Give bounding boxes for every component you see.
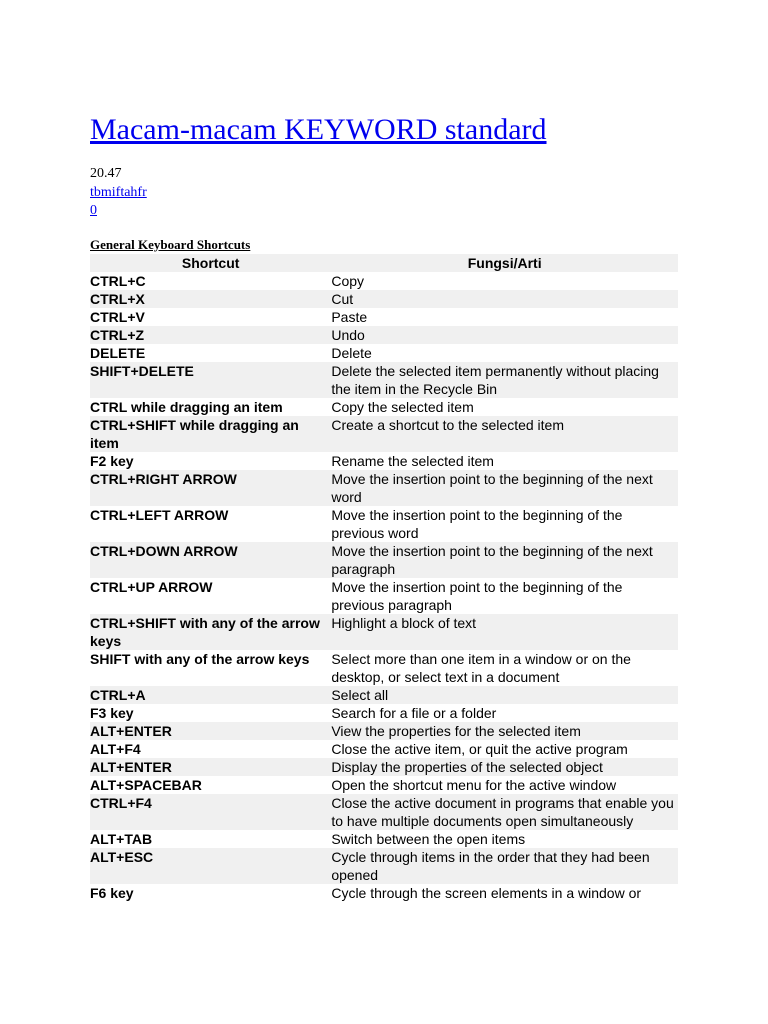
shortcut-key: SHIFT with any of the arrow keys [90,651,310,667]
shortcuts-table [90,254,678,902]
table-row [90,776,678,794]
shortcut-key: CTRL+C [90,273,146,289]
shortcut-description: Create a shortcut to the selected item [331,416,678,452]
table-row [90,884,678,902]
shortcut-description: Delete the selected item permanently without placing the item in the Recycle Bin [331,362,678,398]
shortcut-key: CTRL+UP ARROW [90,579,213,595]
table-row [90,398,678,416]
shortcut-description: Paste [331,309,368,325]
table-row [90,308,678,326]
shortcut-key: CTRL+SHIFT while dragging an item [90,416,331,452]
comments-link[interactable]: 0 [90,203,97,218]
shortcut-description: Close the active item, or quit the active program [331,741,628,757]
table-row [90,722,678,740]
shortcut-description: Move the insertion point to the beginning of the previous word [331,507,623,541]
shortcut-key: CTRL+LEFT ARROW [90,507,229,523]
table-header-row [90,254,678,272]
table-row [90,326,678,344]
shortcut-key: ALT+F4 [90,741,141,757]
author-link[interactable]: tbmiftahfr [90,184,147,200]
shortcut-description: Display the properties of the selected object [331,758,678,776]
post-time: 20.47 [90,166,122,181]
shortcut-key: SHIFT+DELETE [90,362,331,398]
table-row [90,452,678,470]
shortcut-description: Copy the selected item [331,399,474,415]
shortcut-description: Search for a file or a folder [331,705,497,721]
table-row [90,614,678,650]
table-row [90,794,678,830]
post-meta [90,165,147,221]
shortcut-description: Open the shortcut menu for the active window [331,777,617,793]
shortcut-description: Move the insertion point to the beginning of the next word [331,470,678,506]
shortcut-key: DELETE [90,345,146,361]
table-row [90,848,678,884]
shortcut-key: CTRL while dragging an item [90,399,283,415]
shortcut-description: Cycle through the screen elements in a window or [331,885,642,901]
table-row [90,416,678,452]
shortcut-key: F6 key [90,885,134,901]
shortcut-description: Highlight a block of text [331,614,678,650]
shortcut-key: F2 key [90,453,134,469]
shortcut-description: Switch between the open items [331,831,526,847]
shortcut-key: CTRL+V [90,309,145,325]
table-row [90,704,678,722]
shortcut-description: Select more than one item in a window or on the desktop, or select text in a document [331,651,631,685]
shortcut-key: ALT+ESC [90,848,331,884]
table-row [90,542,678,578]
table-row [90,740,678,758]
shortcut-description: Close the active document in programs that enable you to have multiple documents open simultaneously [331,794,678,830]
header-shortcut: Shortcut [90,254,331,272]
shortcut-description: Copy [331,273,365,289]
header-function: Fungsi/Arti [331,254,678,272]
table-row [90,344,678,362]
shortcut-key: ALT+TAB [90,831,153,847]
section-title: General Keyboard Shortcuts [90,237,251,252]
shortcut-key: CTRL+A [90,686,331,704]
shortcut-key: CTRL+F4 [90,794,331,830]
shortcut-key: ALT+ENTER [90,722,331,740]
table-body [90,272,678,902]
shortcut-key: CTRL+SHIFT with any of the arrow keys [90,614,331,650]
shortcut-description: Delete [331,345,372,361]
table-row [90,506,678,542]
table-row [90,470,678,506]
shortcut-key: CTRL+Z [90,326,331,344]
shortcut-description: Move the insertion point to the beginning of the previous paragraph [331,579,623,613]
shortcut-key: CTRL+RIGHT ARROW [90,470,331,506]
table-row [90,362,678,398]
table-row [90,578,678,614]
shortcut-key: CTRL+X [90,290,331,308]
table-row [90,686,678,704]
shortcut-key: F3 key [90,705,134,721]
table-row [90,290,678,308]
table-row [90,758,678,776]
table-row [90,830,678,848]
page-title[interactable]: Macam-macam KEYWORD standard [90,113,547,146]
shortcut-description: Select all [331,686,678,704]
shortcut-description: Rename the selected item [331,453,494,469]
table-row [90,272,678,290]
shortcut-key: ALT+ENTER [90,758,331,776]
shortcut-description: Move the insertion point to the beginning of the next paragraph [331,542,678,578]
shortcut-key: CTRL+DOWN ARROW [90,542,331,578]
shortcut-description: Undo [331,326,678,344]
shortcut-description: Cut [331,290,678,308]
shortcut-description: Cycle through items in the order that they had been opened [331,848,678,884]
shortcut-key: ALT+SPACEBAR [90,777,202,793]
table-row [90,650,678,686]
shortcut-description: View the properties for the selected item [331,722,678,740]
